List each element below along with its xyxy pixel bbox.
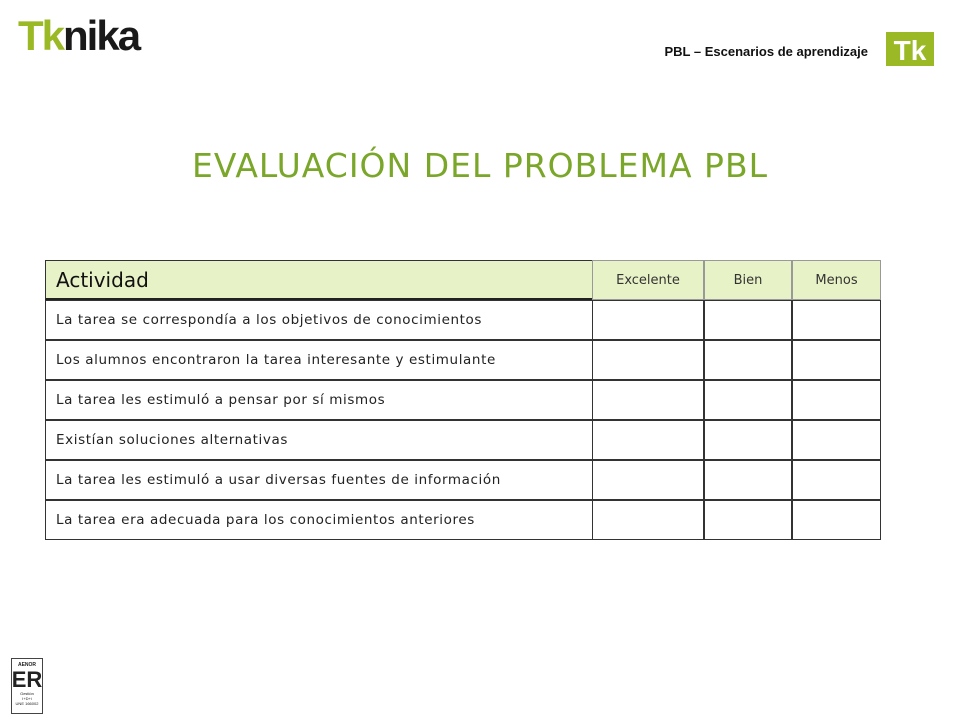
rating-cell-excelente[interactable] [592,340,704,380]
aenor-er-badge [11,658,43,714]
rating-cell-excelente[interactable] [592,300,704,340]
logo-rest: nika [63,12,140,59]
tk-mark-icon [886,32,934,66]
rating-cell-bien[interactable] [704,340,792,380]
column-header-bien: Bien [704,260,792,300]
criterion-label: La tarea les estimuló a usar diversas fuentes de información [45,460,593,500]
rating-cell-excelente[interactable] [592,420,704,460]
tk-mark-text: Tk [893,35,927,66]
header-subtitle: PBL – Escenarios de aprendizaje [664,44,868,59]
rating-cell-bien[interactable] [704,300,792,340]
rating-cell-bien[interactable] [704,420,792,460]
column-header-menos: Menos [792,260,881,300]
rating-cell-menos[interactable] [792,420,881,460]
rating-cell-excelente[interactable] [592,460,704,500]
activity-header: Actividad [45,260,593,300]
rating-cell-bien[interactable] [704,460,792,500]
rating-cell-menos[interactable] [792,340,881,380]
rating-cell-menos[interactable] [792,500,881,540]
rating-cell-bien[interactable] [704,500,792,540]
criterion-label: Existían soluciones alternativas [45,420,593,460]
page-title: EVALUACIÓN DEL PROBLEMA PBL [192,146,768,185]
rating-cell-menos[interactable] [792,380,881,420]
criterion-label: La tarea era adecuada para los conocimientos anteriores [45,500,593,540]
tknika-logo [18,12,140,59]
rating-cell-menos[interactable] [792,300,881,340]
rating-cell-menos[interactable] [792,460,881,500]
rating-cell-excelente[interactable] [592,380,704,420]
badge-line1: Gestión [20,691,34,696]
criterion-label: La tarea les estimuló a pensar por sí mismos [45,380,593,420]
rating-cell-bien[interactable] [704,380,792,420]
column-header-excelente: Excelente [592,260,704,300]
criterion-label: La tarea se correspondía a los objetivos de conocimientos [45,300,593,340]
criterion-label: Los alumnos encontraron la tarea interesante y estimulante [45,340,593,380]
rating-cell-excelente[interactable] [592,500,704,540]
badge-line2: I+D+i [22,696,32,701]
badge-line3: UNE 166002 [15,701,39,706]
badge-mark: ER [11,667,43,692]
logo-tk: Tk [18,12,64,59]
badge-top: AENOR [17,662,37,668]
